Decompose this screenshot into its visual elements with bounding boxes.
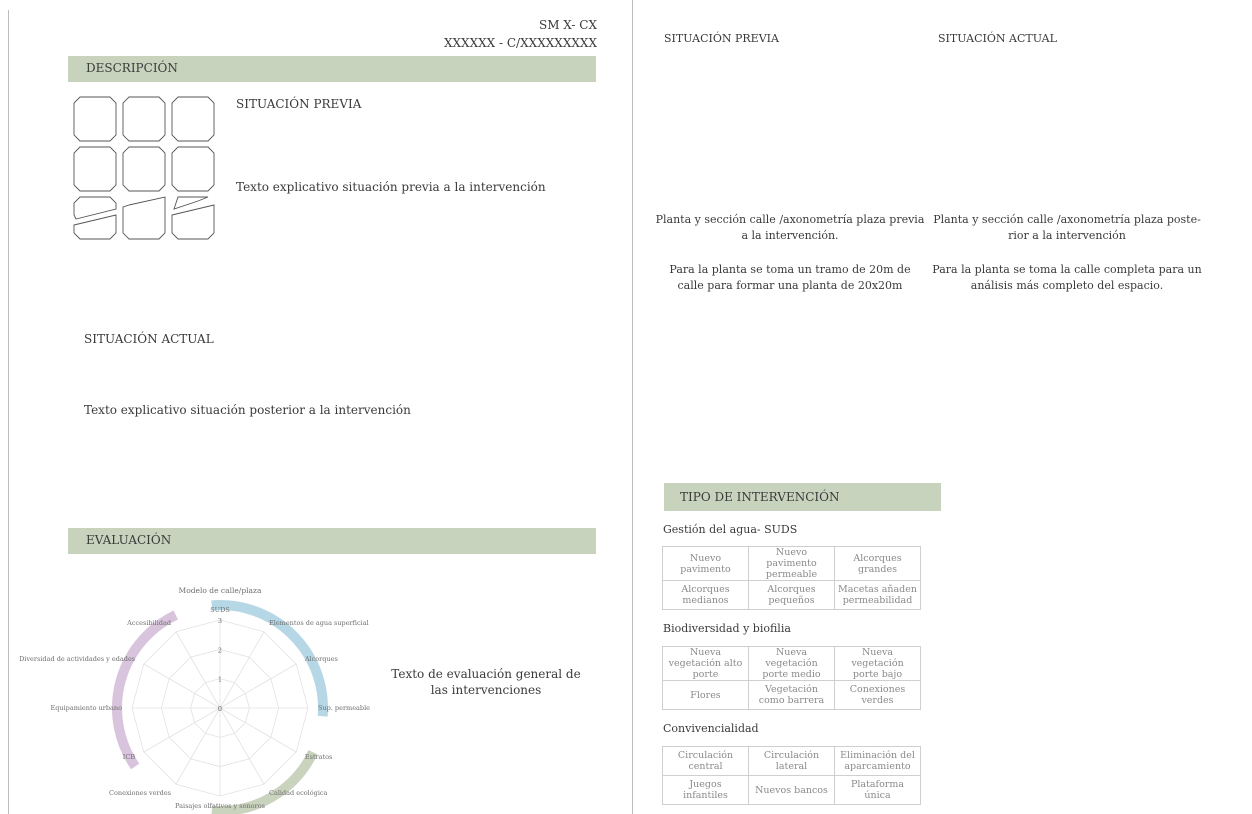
radar-spoke bbox=[176, 708, 220, 784]
table-cell: Alcorques medianos bbox=[663, 581, 749, 610]
radar-axis-label: Diversidad de actividades y edades bbox=[19, 655, 136, 663]
previa-caption-1: Planta y sección calle /axonometría plaza previa a la intervención. bbox=[655, 213, 925, 242]
table-cell: Nueva vegetación alto porte bbox=[663, 647, 749, 681]
radar-axis-label: Conexiones verdes bbox=[109, 788, 171, 797]
radar-tick-label: 0 bbox=[217, 705, 223, 713]
thumb-4 bbox=[74, 147, 116, 191]
thumb-1 bbox=[74, 97, 116, 141]
table-cell: Alcorques grandes bbox=[835, 547, 921, 581]
group-title-biodiversidad: Biodiversidad y biofilia bbox=[663, 622, 791, 635]
evaluacion-text: Texto de evaluación general de las intervenciones bbox=[391, 667, 581, 697]
tipo-intervencion-bar: TIPO DE INTERVENCIÓN bbox=[664, 483, 941, 511]
evaluacion-bar: EVALUACIÓN bbox=[68, 528, 596, 554]
thumb-7b bbox=[74, 215, 116, 239]
table-cell: Vegetación como barrera bbox=[749, 681, 835, 710]
radar-group-arc bbox=[117, 615, 176, 766]
table-cell: Macetas añaden permeabilidad bbox=[835, 581, 921, 610]
table-cell: Nuevos bancos bbox=[749, 776, 835, 805]
table-cell: Flores bbox=[663, 681, 749, 710]
thumb-8 bbox=[123, 197, 165, 239]
actual-caption-1: Planta y sección calle /axonometría plaza poste-rior a la intervención bbox=[933, 213, 1201, 242]
radar-spoke bbox=[217, 632, 264, 708]
thumb-3 bbox=[172, 97, 214, 141]
actual-caption-2: Para la planta se toma la calle completa para un análisis más completo del espacio. bbox=[932, 263, 1202, 292]
radar-spoke bbox=[144, 708, 220, 752]
previa-title: SITUACIÓN PREVIA bbox=[236, 97, 362, 111]
table-cell: Eliminación del aparcamiento bbox=[835, 747, 921, 776]
thumb-9b bbox=[172, 205, 214, 239]
page-divider bbox=[632, 0, 633, 814]
radar-axis-label: ICB bbox=[122, 753, 136, 761]
radar-spoke bbox=[144, 664, 223, 708]
radar-axis-label: Alcorques bbox=[304, 655, 338, 663]
table-cell: Nueva vegetación porte bajo bbox=[835, 647, 921, 681]
table-biodiversidad bbox=[662, 646, 921, 710]
table-cell: Conexiones verdes bbox=[835, 681, 921, 710]
previa-text: Texto explicativo situación previa a la intervención bbox=[236, 180, 546, 194]
actual-text: Texto explicativo situación posterior a la intervención bbox=[84, 403, 411, 417]
radar-axis-label: Paisajes olfativos y sonoros bbox=[175, 802, 265, 810]
thumbnail-grid bbox=[74, 97, 218, 241]
table-convivencialidad bbox=[662, 746, 921, 805]
left-margin-line bbox=[8, 10, 9, 814]
radar-spoke bbox=[176, 632, 223, 708]
radar-axis-label: Calidad ecológica bbox=[269, 788, 328, 797]
radar-axis-label: SUDS bbox=[210, 606, 230, 614]
header-ref: XXXXXX - C/XXXXXXXXX bbox=[443, 36, 597, 50]
radar-axis-label: Equipamiento urbano bbox=[50, 704, 122, 712]
radar-spoke bbox=[220, 708, 264, 784]
group-title-convivencialidad: Convivencialidad bbox=[663, 722, 759, 735]
table-cell: Circulación central bbox=[663, 747, 749, 776]
table-cell: Plataforma única bbox=[835, 776, 921, 805]
table-suds bbox=[662, 546, 921, 610]
radar-tick-label: 1 bbox=[217, 675, 223, 684]
table-cell: Nuevo pavimento bbox=[663, 547, 749, 581]
radar-tick-label: 3 bbox=[217, 617, 223, 625]
table-cell: Nuevo pavimento permeable bbox=[749, 547, 835, 581]
right-actual-title: SITUACIÓN ACTUAL bbox=[938, 32, 1057, 45]
thumb-7a bbox=[74, 197, 116, 219]
table-cell: Nueva vegetación porte medio bbox=[749, 647, 835, 681]
radar-title: Modelo de calle/plaza bbox=[178, 586, 262, 595]
table-cell: Circulación lateral bbox=[749, 747, 835, 776]
radar-chart bbox=[19, 580, 371, 814]
radar-spoke bbox=[217, 664, 296, 708]
radar-tick-label: 2 bbox=[217, 646, 223, 655]
radar-axis-label: Estratos bbox=[304, 753, 333, 761]
table-cell: Juegos infantiles bbox=[663, 776, 749, 805]
descripcion-bar: DESCRIPCIÓN bbox=[68, 56, 596, 82]
thumb-2 bbox=[123, 97, 165, 141]
radar-axis-label: Sup. permeable bbox=[318, 704, 371, 712]
table-cell: Alcorques pequeños bbox=[749, 581, 835, 610]
thumb-6 bbox=[172, 147, 214, 191]
actual-title: SITUACIÓN ACTUAL bbox=[84, 332, 214, 346]
radar-spoke bbox=[220, 708, 296, 752]
radar-axis-label: Elementos de agua superficial bbox=[269, 619, 369, 628]
header-code: SM X- CX bbox=[538, 18, 597, 32]
group-title-suds: Gestión del agua- SUDS bbox=[663, 523, 798, 536]
previa-caption-2: Para la planta se toma un tramo de 20m de calle para formar una planta de 20x20m bbox=[669, 263, 911, 292]
right-previa-title: SITUACIÓN PREVIA bbox=[664, 32, 779, 45]
radar-axis-label: Accesibilidad bbox=[127, 619, 171, 628]
thumb-5 bbox=[123, 147, 165, 191]
